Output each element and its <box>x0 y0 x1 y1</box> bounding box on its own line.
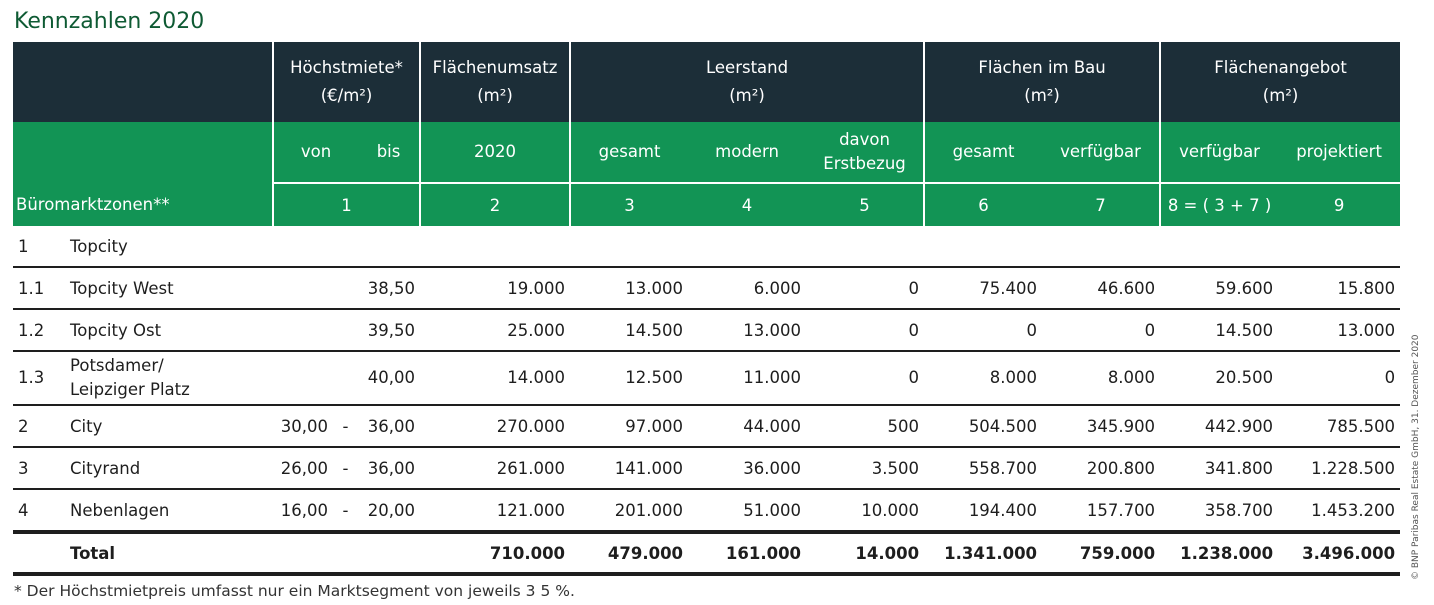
cell-bis: 39,50 <box>358 309 420 351</box>
cell-c9 <box>1278 226 1400 267</box>
cell-c7: 0 <box>1042 309 1160 351</box>
cell-c2: 14.000 <box>420 351 570 405</box>
cell-dash: - <box>333 405 358 447</box>
cell-c9: 13.000 <box>1278 309 1400 351</box>
cell-c6: 8.000 <box>924 351 1042 405</box>
col-number-9: 9 <box>1278 183 1400 226</box>
col-number-1: 1 <box>273 183 420 226</box>
total-c9: 3.496.000 <box>1278 532 1400 574</box>
footnote: * Der Höchstmietpreis umfasst nur ein Marktsegment von jeweils 3 5 %. <box>14 582 575 600</box>
table-row <box>13 267 1400 309</box>
subheader-year: 2020 <box>420 122 570 183</box>
subheader-davon-erstbezug: davon Erstbezug <box>806 122 924 183</box>
cell-c4: 36.000 <box>688 447 806 489</box>
cell-von: 16,00 <box>273 489 333 532</box>
cell-c3: 13.000 <box>570 267 688 309</box>
header-flaechenangebot: Flächenangebot (m²) <box>1160 42 1400 122</box>
subheader-bau-verfuegbar: verfügbar <box>1042 122 1160 183</box>
cell-von: 30,00 <box>273 405 333 447</box>
cell-von <box>273 267 333 309</box>
cell-bis: 36,00 <box>358 405 420 447</box>
cell-c5: 0 <box>806 351 924 405</box>
cell-c4: 13.000 <box>688 309 806 351</box>
row-name: Topcity West <box>65 267 273 309</box>
row-name: Potsdamer/ Leipziger Platz <box>65 351 273 405</box>
cell-c9: 1.453.200 <box>1278 489 1400 532</box>
cell-c3: 12.500 <box>570 351 688 405</box>
row-name: Topcity Ost <box>65 309 273 351</box>
total-c3: 479.000 <box>570 532 688 574</box>
total-index-blank <box>13 532 65 574</box>
cell-bis: 40,00 <box>358 351 420 405</box>
cell-c2: 25.000 <box>420 309 570 351</box>
header-blank <box>13 42 273 122</box>
subheader-bau-gesamt: gesamt <box>924 122 1042 183</box>
cell-bis: 20,00 <box>358 489 420 532</box>
subheader-angebot-projektiert: projektiert <box>1278 122 1400 183</box>
cell-dash <box>333 267 358 309</box>
header-leerstand: Leerstand (m²) <box>570 42 924 122</box>
col-number-8: 8 = ( 3 + 7 ) <box>1160 183 1278 226</box>
cell-c2: 121.000 <box>420 489 570 532</box>
copyright-note: © BNP Paribas Real Estate GmbH, 31. Dezember 2020 <box>1411 334 1421 580</box>
cell-von <box>273 226 333 267</box>
cell-bis: 36,00 <box>358 447 420 489</box>
cell-c8 <box>1160 226 1278 267</box>
cell-c8: 20.500 <box>1160 351 1278 405</box>
cell-c8: 14.500 <box>1160 309 1278 351</box>
cell-c2: 261.000 <box>420 447 570 489</box>
cell-c2: 19.000 <box>420 267 570 309</box>
row-index: 1.1 <box>13 267 65 309</box>
cell-c7: 157.700 <box>1042 489 1160 532</box>
total-blank-dash <box>333 532 358 574</box>
cell-c4 <box>688 226 806 267</box>
cell-c7 <box>1042 226 1160 267</box>
table-row <box>13 351 1400 405</box>
table-row <box>13 226 1400 267</box>
total-blank-von <box>273 532 333 574</box>
cell-c9: 15.800 <box>1278 267 1400 309</box>
cell-c3: 141.000 <box>570 447 688 489</box>
total-c6: 1.341.000 <box>924 532 1042 574</box>
cell-dash <box>333 309 358 351</box>
cell-c2: 270.000 <box>420 405 570 447</box>
subheader-modern: modern <box>688 122 806 183</box>
cell-dash: - <box>333 447 358 489</box>
total-label: Total <box>65 532 273 574</box>
cell-c5: 500 <box>806 405 924 447</box>
cell-c7: 200.800 <box>1042 447 1160 489</box>
cell-bis: 38,50 <box>358 267 420 309</box>
cell-c8: 358.700 <box>1160 489 1278 532</box>
total-c8: 1.238.000 <box>1160 532 1278 574</box>
cell-dash <box>333 226 358 267</box>
total-blank-bis <box>358 532 420 574</box>
cell-c6: 194.400 <box>924 489 1042 532</box>
cell-c3: 14.500 <box>570 309 688 351</box>
subheader-bis: bis <box>358 122 420 183</box>
subheader-von: von <box>273 122 358 183</box>
cell-von: 26,00 <box>273 447 333 489</box>
row-name: City <box>65 405 273 447</box>
cell-dash <box>333 351 358 405</box>
total-c2: 710.000 <box>420 532 570 574</box>
cell-c6: 75.400 <box>924 267 1042 309</box>
cell-c5: 0 <box>806 267 924 309</box>
cell-c3 <box>570 226 688 267</box>
page-title: Kennzahlen 2020 <box>14 9 205 34</box>
col-number-4: 4 <box>688 183 806 226</box>
total-c5: 14.000 <box>806 532 924 574</box>
zones-label: Büromarktzonen** <box>13 183 273 226</box>
cell-c4: 6.000 <box>688 267 806 309</box>
cell-c7: 46.600 <box>1042 267 1160 309</box>
cell-c8: 59.600 <box>1160 267 1278 309</box>
table-row <box>13 489 1400 532</box>
table-row <box>13 447 1400 489</box>
col-number-3: 3 <box>570 183 688 226</box>
col-number-2: 2 <box>420 183 570 226</box>
cell-c7: 345.900 <box>1042 405 1160 447</box>
cell-c5: 3.500 <box>806 447 924 489</box>
col-number-7: 7 <box>1042 183 1160 226</box>
header-flaechenumsatz: Flächenumsatz (m²) <box>420 42 570 122</box>
cell-c5: 10.000 <box>806 489 924 532</box>
header-row <box>13 42 1400 122</box>
cell-c4: 51.000 <box>688 489 806 532</box>
column-number-row <box>13 183 1400 226</box>
total-row <box>13 532 1400 574</box>
row-index: 1.2 <box>13 309 65 351</box>
header-flaechen-im-bau: Flächen im Bau (m²) <box>924 42 1160 122</box>
cell-c4: 44.000 <box>688 405 806 447</box>
col-number-5: 5 <box>806 183 924 226</box>
cell-c7: 8.000 <box>1042 351 1160 405</box>
col-number-6: 6 <box>924 183 1042 226</box>
cell-von <box>273 351 333 405</box>
cell-c9: 785.500 <box>1278 405 1400 447</box>
row-index: 1.3 <box>13 351 65 405</box>
cell-c6: 504.500 <box>924 405 1042 447</box>
kennzahlen-table <box>13 42 1400 576</box>
cell-c6: 558.700 <box>924 447 1042 489</box>
cell-c6 <box>924 226 1042 267</box>
cell-c8: 442.900 <box>1160 405 1278 447</box>
total-c7: 759.000 <box>1042 532 1160 574</box>
subheader-blank <box>13 122 273 183</box>
row-index: 1 <box>18 236 29 256</box>
subheader-row <box>13 122 1400 183</box>
cell-c9: 1.228.500 <box>1278 447 1400 489</box>
row-name: Nebenlagen <box>65 489 273 532</box>
subheader-angebot-verfuegbar: verfügbar <box>1160 122 1278 183</box>
row-name: Topcity <box>70 236 128 256</box>
cell-c4: 11.000 <box>688 351 806 405</box>
row-index: 2 <box>13 405 65 447</box>
cell-c3: 97.000 <box>570 405 688 447</box>
row-name: Cityrand <box>65 447 273 489</box>
table-row <box>13 405 1400 447</box>
cell-c9: 0 <box>1278 351 1400 405</box>
cell-bis <box>358 226 420 267</box>
cell-c2 <box>420 226 570 267</box>
subheader-gesamt: gesamt <box>570 122 688 183</box>
cell-c5: 0 <box>806 309 924 351</box>
cell-c3: 201.000 <box>570 489 688 532</box>
cell-dash: - <box>333 489 358 532</box>
header-hoechstmiete: Höchstmiete* (€/m²) <box>273 42 420 122</box>
cell-von <box>273 309 333 351</box>
cell-c5 <box>806 226 924 267</box>
row-index: 4 <box>13 489 65 532</box>
cell-c6: 0 <box>924 309 1042 351</box>
total-c4: 161.000 <box>688 532 806 574</box>
row-index: 3 <box>13 447 65 489</box>
table-row <box>13 309 1400 351</box>
cell-c8: 341.800 <box>1160 447 1278 489</box>
